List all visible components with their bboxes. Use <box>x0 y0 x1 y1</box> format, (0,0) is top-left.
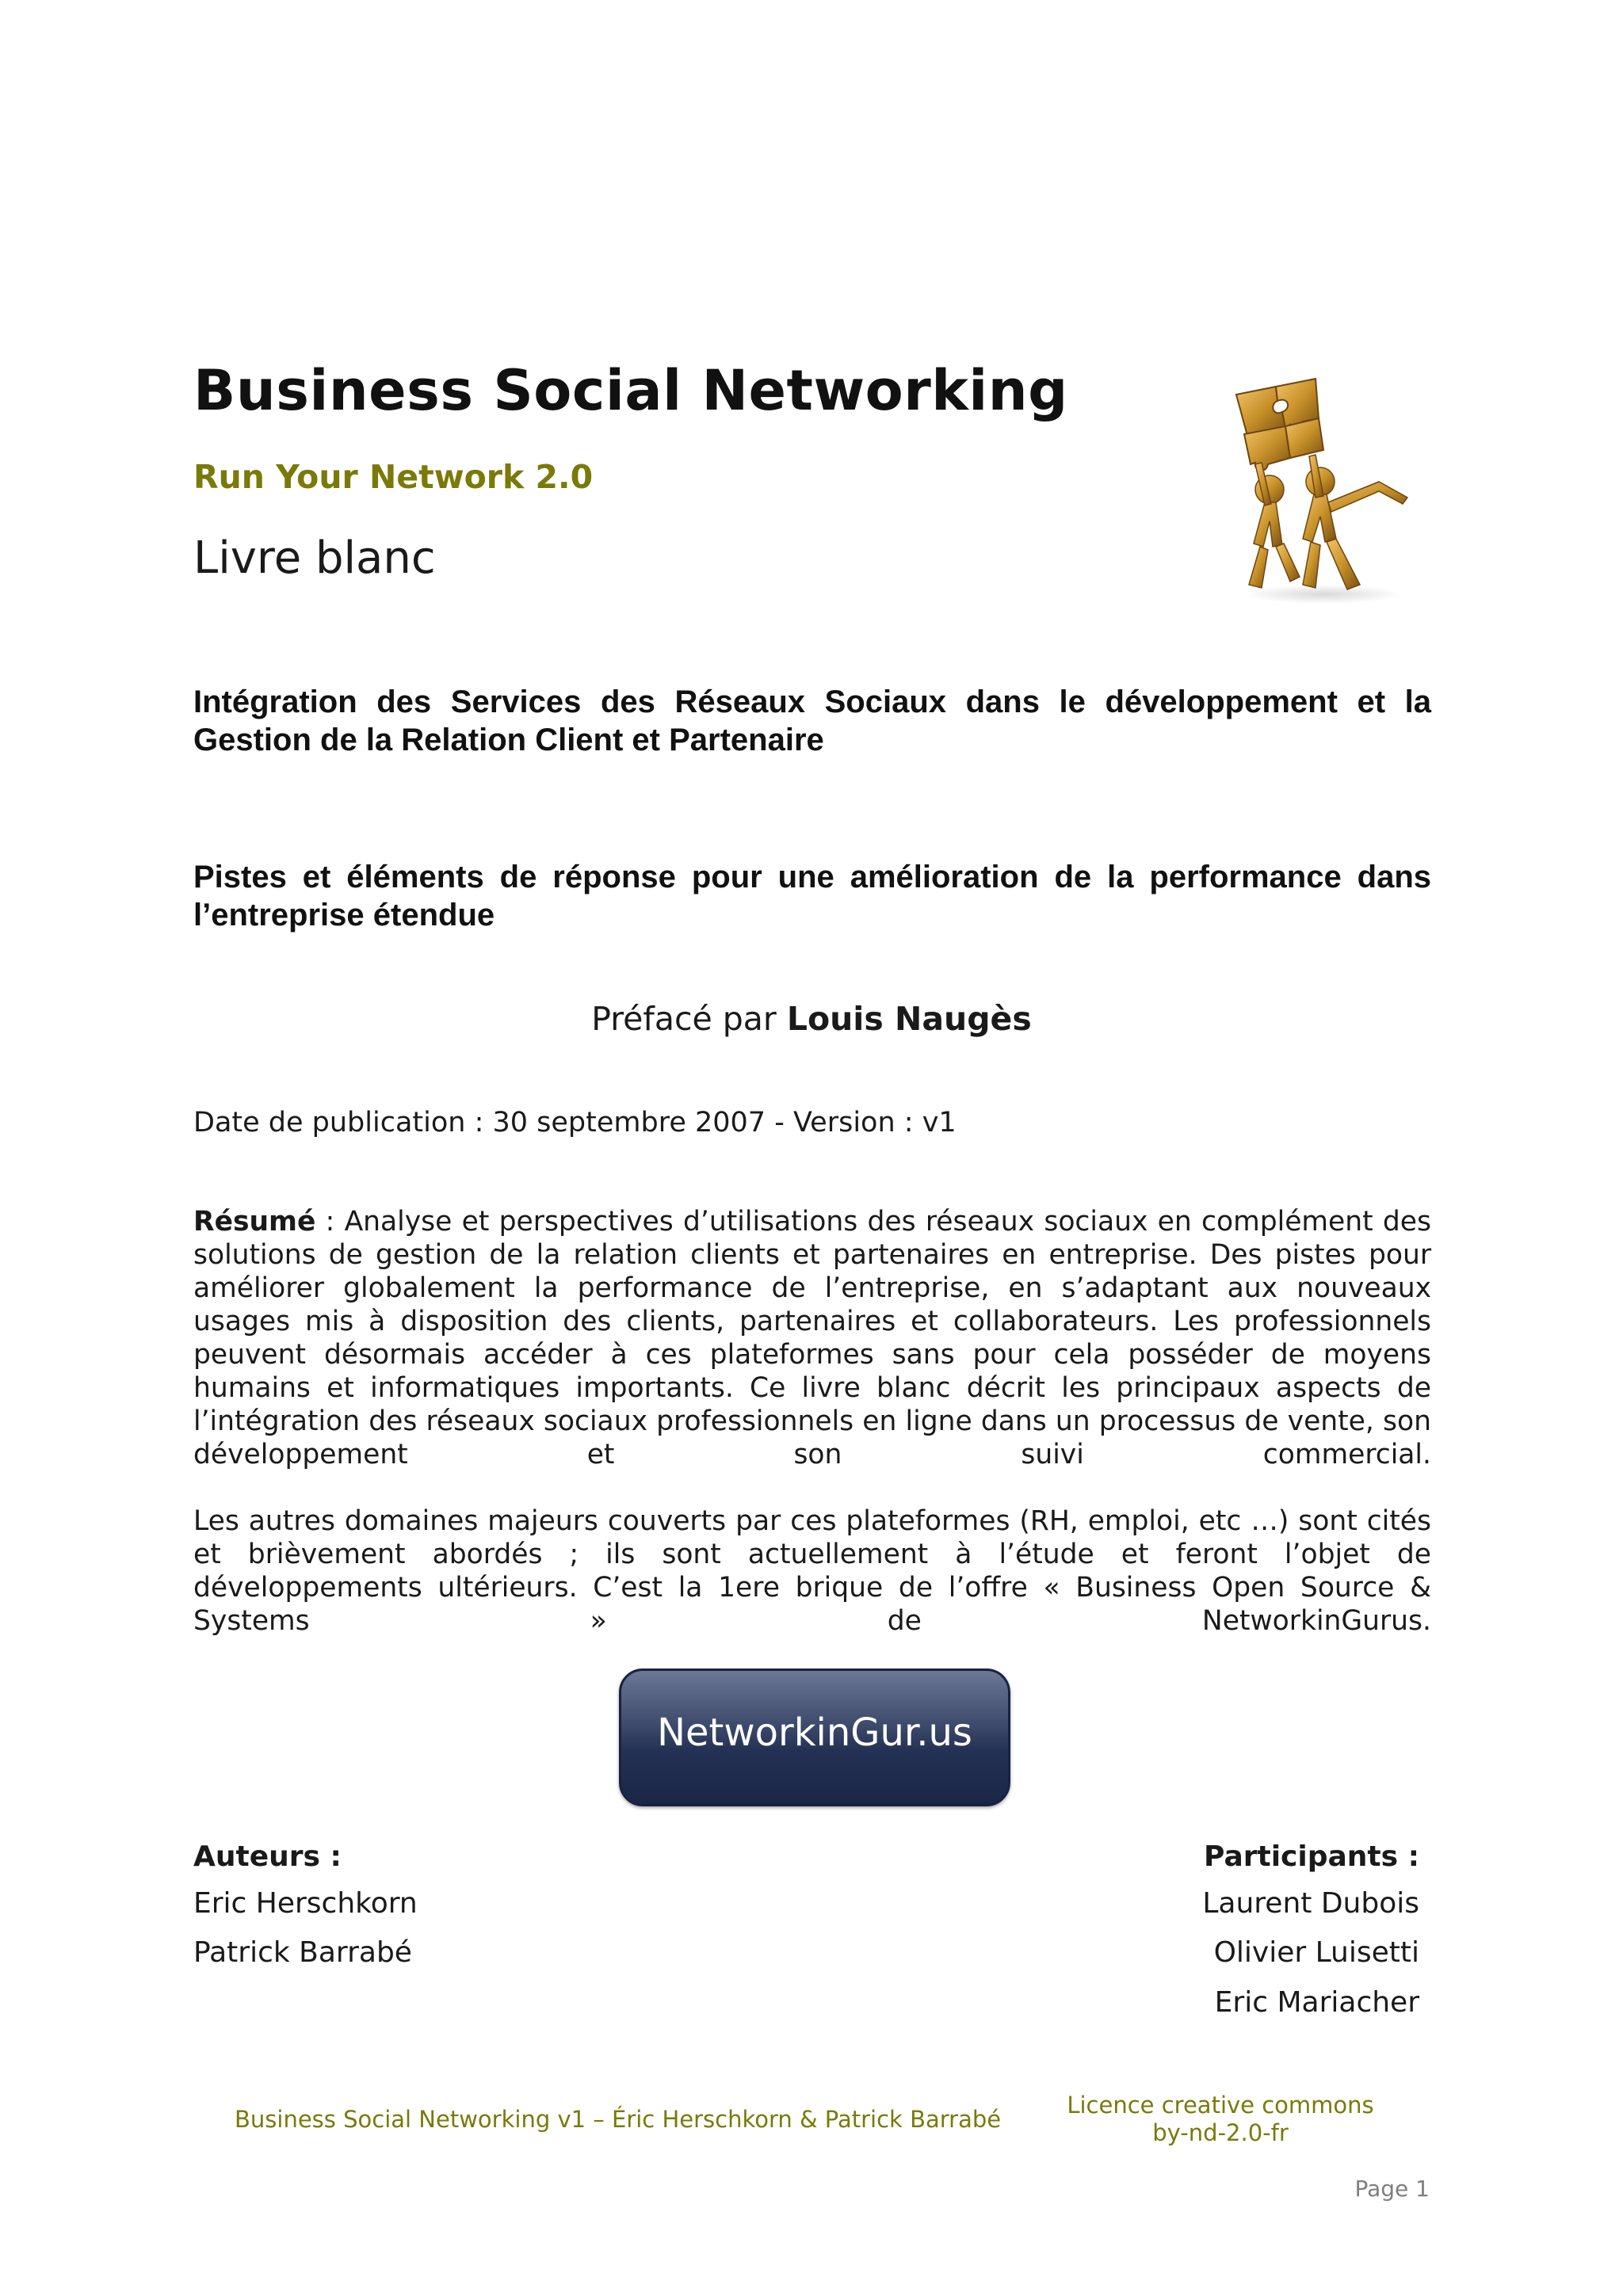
author-name: Patrick Barrabé <box>193 1936 412 1969</box>
page-number: Page 1 <box>1354 2176 1430 2202</box>
networkingurus-logo <box>619 1669 1010 1806</box>
summary-label: Résumé <box>193 1206 316 1238</box>
footer-licence <box>1054 2092 1387 2147</box>
summary-text: : Analyse et perspectives d’utilisations des réseaux sociaux en complément des solutions de gestion de la relation clients et partenaires en entreprise. Des pistes pour améliorer globalement la performance de l’entreprise, en s’adaptant aux nouveaux usages mis à disposition des clients, partenaires et collaborateurs. Les professionnels peuvent désormais accéder à ces plateformes sans pour cela posséder de moyens humains et informatiques importants. Ce livre blanc décrit les principaux aspects de l’intégration des réseaux sociaux professionnels en ligne dans un processus de vente, son développement et son suivi commercial. <box>193 1206 1431 1470</box>
document-type: Livre blanc <box>193 532 436 584</box>
main-heading: Intégration des Services des Réseaux Sociaux dans le développement et la Gestion de la Relation Client et Partenaire <box>193 685 1431 757</box>
preface-prefix: Préfacé par <box>591 1000 787 1038</box>
publication-date: Date de publication : 30 septembre 2007 - Version : v1 <box>193 1107 957 1138</box>
licence-line-1: Licence creative commons <box>1067 2092 1374 2119</box>
footer-document-info: Business Social Networking v1 – Éric Herschkorn & Patrick Barrabé <box>235 2106 1002 2133</box>
document-title: Business Social Networking <box>193 358 1068 423</box>
participant-name: Laurent Dubois <box>1202 1887 1419 1920</box>
licence-line-2: by-nd-2.0-fr <box>1152 2119 1289 2146</box>
summary-paragraph <box>193 1205 1431 1505</box>
participants-heading: Participants : <box>1204 1840 1419 1873</box>
summary-paragraph-2: Les autres domaines majeurs couverts par ces plateformes (RH, emploi, etc …) sont cités et brièvement abordés ; ils sont actuellement à l’étude et feront l’objet de développements ultérieurs. C’est la 1ere brique de l’offre « Business Open Source & Systems » de NetworkinGurus. <box>193 1505 1431 1637</box>
participant-name: Eric Mariacher <box>1214 1986 1419 2019</box>
document-subtitle: Run Your Network 2.0 <box>193 458 594 496</box>
author-name: Eric Herschkorn <box>193 1887 418 1920</box>
puzzle-figures-illustration <box>1220 363 1419 607</box>
secondary-heading: Pistes et éléments de réponse pour une amélioration de la performance dans l’entreprise étendue <box>193 860 1431 933</box>
authors-heading: Auteurs : <box>193 1840 342 1873</box>
preface-author: Louis Naugès <box>786 1000 1032 1038</box>
preface-line <box>0 1000 1623 1038</box>
participant-name: Olivier Luisetti <box>1213 1936 1419 1969</box>
logo-text: NetworkinGur.us <box>657 1711 972 1755</box>
